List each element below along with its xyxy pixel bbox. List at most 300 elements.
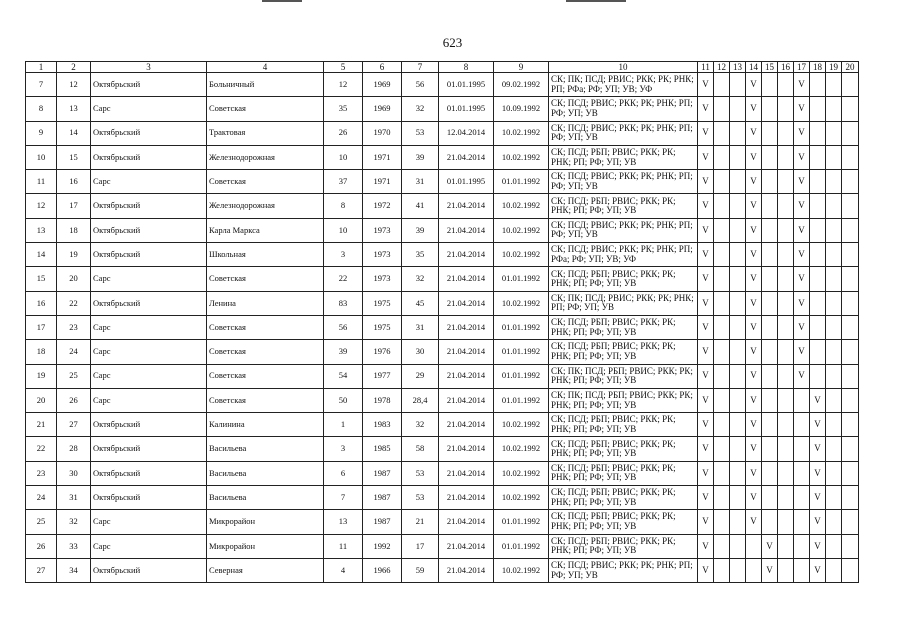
cell-col-17: V	[794, 315, 810, 339]
column-header-17: 17	[794, 62, 810, 73]
cell-col-13	[730, 97, 746, 121]
cell-col-17	[794, 437, 810, 461]
cell-col-13	[730, 534, 746, 558]
cell-col-13	[730, 437, 746, 461]
cell-object-number: 19	[57, 243, 91, 267]
cell-col-16	[778, 364, 794, 388]
table-row	[26, 267, 859, 291]
table-row	[26, 461, 859, 485]
table-row	[26, 413, 859, 437]
cell-col-14: V	[746, 510, 762, 534]
cell-date-2: 10.02.1992	[494, 243, 549, 267]
cell-col-17: V	[794, 194, 810, 218]
cell-col-16	[778, 218, 794, 242]
cell-street: Васильева	[207, 437, 324, 461]
cell-col-14: V	[746, 243, 762, 267]
cell-col-15	[762, 413, 778, 437]
cell-date-1: 21.04.2014	[439, 413, 494, 437]
cell-wear-percent: 32	[402, 267, 439, 291]
cell-settlement: Октябрьский	[91, 558, 207, 582]
cell-col-20	[842, 558, 859, 582]
cell-settlement: Октябрьский	[91, 486, 207, 510]
cell-street: Больничный	[207, 73, 324, 97]
cell-settlement: Сарс	[91, 97, 207, 121]
cell-object-number: 27	[57, 413, 91, 437]
cell-col-14: V	[746, 121, 762, 145]
cell-street: Трактовая	[207, 121, 324, 145]
table-row	[26, 73, 859, 97]
cell-col-16	[778, 73, 794, 97]
cell-col-16	[778, 486, 794, 510]
column-header-10: 10	[549, 62, 698, 73]
cell-col-20	[842, 97, 859, 121]
cell-work-types: СК; ПК; ПСД; РБП; РВИС; РКК; РК; РНК; РП; РФ; УП; УВ	[549, 388, 698, 412]
cell-col-11: V	[698, 267, 714, 291]
column-header-15: 15	[762, 62, 778, 73]
cell-col-16	[778, 315, 794, 339]
cell-date-1: 01.01.1995	[439, 170, 494, 194]
cell-object-number: 12	[57, 73, 91, 97]
cell-street: Васильева	[207, 486, 324, 510]
cell-col-12	[714, 145, 730, 169]
cell-house-number: 37	[324, 170, 363, 194]
cell-date-2: 01.01.1992	[494, 340, 549, 364]
cell-col-16	[778, 413, 794, 437]
cell-object-number: 15	[57, 145, 91, 169]
cell-work-types: СК; ПСД; РБП; РВИС; РКК; РК; РНК; РП; РФ; УП; УВ	[549, 315, 698, 339]
column-header-18: 18	[810, 62, 826, 73]
cell-col-19	[826, 534, 842, 558]
cell-street: Микрорайон	[207, 510, 324, 534]
cell-col-14: V	[746, 73, 762, 97]
cell-settlement: Сарс	[91, 267, 207, 291]
cell-col-11: V	[698, 388, 714, 412]
cell-col-13	[730, 194, 746, 218]
cell-settlement: Октябрьский	[91, 194, 207, 218]
cell-settlement: Октябрьский	[91, 218, 207, 242]
cell-col-15	[762, 194, 778, 218]
cell-year-built: 1987	[363, 461, 402, 485]
table-row	[26, 364, 859, 388]
cell-house-number: 83	[324, 291, 363, 315]
cell-col-18	[810, 315, 826, 339]
cell-col-19	[826, 291, 842, 315]
cell-col-20	[842, 73, 859, 97]
cell-object-number: 30	[57, 461, 91, 485]
cell-col-14: V	[746, 194, 762, 218]
cell-col-12	[714, 121, 730, 145]
cell-col-12	[714, 73, 730, 97]
cell-wear-percent: 56	[402, 73, 439, 97]
cell-col-20	[842, 315, 859, 339]
column-header-14: 14	[746, 62, 762, 73]
cell-house-number: 1	[324, 413, 363, 437]
cell-col-13	[730, 413, 746, 437]
cell-work-types: СК; ПСД; РВИС; РКК; РК; РНК; РП; РФа; РФ; УП; УВ; УФ	[549, 243, 698, 267]
cell-street: Советская	[207, 364, 324, 388]
cell-year-built: 1978	[363, 388, 402, 412]
cell-col-11: V	[698, 486, 714, 510]
cell-col-11: V	[698, 340, 714, 364]
cell-col-15	[762, 364, 778, 388]
cell-col-15	[762, 121, 778, 145]
table-row	[26, 121, 859, 145]
cell-work-types: СК; ПСД; РБП; РВИС; РКК; РК; РНК; РП; РФ; УП; УВ	[549, 194, 698, 218]
cell-work-types: СК; ПСД; РБП; РВИС; РКК; РК; РНК; РП; РФ; УП; УВ	[549, 437, 698, 461]
page-number: 623	[442, 35, 463, 50]
cell-date-2: 01.01.1992	[494, 170, 549, 194]
cell-col-11: V	[698, 243, 714, 267]
cell-wear-percent: 21	[402, 510, 439, 534]
cell-col-18	[810, 267, 826, 291]
cell-house-number: 12	[324, 73, 363, 97]
cell-street: Ленина	[207, 291, 324, 315]
cell-col-19	[826, 218, 842, 242]
cell-col-12	[714, 437, 730, 461]
cell-date-2: 10.02.1992	[494, 121, 549, 145]
cell-year-built: 1970	[363, 121, 402, 145]
cell-col-15	[762, 291, 778, 315]
cell-col-14: V	[746, 413, 762, 437]
cell-date-1: 21.04.2014	[439, 267, 494, 291]
cell-year-built: 1983	[363, 413, 402, 437]
cell-date-1: 21.04.2014	[439, 461, 494, 485]
cell-col-16	[778, 388, 794, 412]
table-row	[26, 145, 859, 169]
cell-col-19	[826, 558, 842, 582]
column-header-13: 13	[730, 62, 746, 73]
cell-col-20	[842, 364, 859, 388]
cell-settlement: Октябрьский	[91, 291, 207, 315]
cell-col-11: V	[698, 170, 714, 194]
cell-date-2: 10.02.1992	[494, 218, 549, 242]
cell-wear-percent: 53	[402, 486, 439, 510]
cell-col-18: V	[810, 558, 826, 582]
cell-col-17: V	[794, 243, 810, 267]
table-row	[26, 243, 859, 267]
cell-date-2: 10.02.1992	[494, 558, 549, 582]
cell-object-number: 24	[57, 340, 91, 364]
cell-col-19	[826, 388, 842, 412]
cell-date-1: 21.04.2014	[439, 145, 494, 169]
table-row	[26, 534, 859, 558]
cell-settlement: Сарс	[91, 170, 207, 194]
cell-work-types: СК; ПСД; РВИС; РКК; РК; РНК; РП; РФ; УП; УВ	[549, 170, 698, 194]
cell-year-built: 1992	[363, 534, 402, 558]
cell-col-19	[826, 145, 842, 169]
cell-settlement: Октябрьский	[91, 73, 207, 97]
cell-col-15	[762, 388, 778, 412]
cell-col-12	[714, 315, 730, 339]
cell-col-19	[826, 267, 842, 291]
cell-col-20	[842, 388, 859, 412]
column-header-4: 4	[207, 62, 324, 73]
cell-col-15	[762, 486, 778, 510]
cell-col-11: V	[698, 218, 714, 242]
cell-date-1: 21.04.2014	[439, 315, 494, 339]
cell-col-20	[842, 243, 859, 267]
cell-year-built: 1966	[363, 558, 402, 582]
cell-col-18	[810, 340, 826, 364]
cell-wear-percent: 39	[402, 218, 439, 242]
cell-col-13	[730, 510, 746, 534]
cell-col-16	[778, 121, 794, 145]
cell-col-11: V	[698, 437, 714, 461]
cell-col-13	[730, 340, 746, 364]
cell-wear-percent: 17	[402, 534, 439, 558]
column-header-16: 16	[778, 62, 794, 73]
cell-street: Железнодорожная	[207, 145, 324, 169]
table-row	[26, 388, 859, 412]
table-body	[26, 73, 859, 583]
cell-wear-percent: 31	[402, 315, 439, 339]
cell-col-11: V	[698, 461, 714, 485]
cell-col-19	[826, 340, 842, 364]
cell-year-built: 1969	[363, 97, 402, 121]
cell-object-number: 34	[57, 558, 91, 582]
cell-col-13	[730, 558, 746, 582]
cell-col-18: V	[810, 510, 826, 534]
cell-col-13	[730, 121, 746, 145]
cell-col-11: V	[698, 291, 714, 315]
cell-col-14: V	[746, 291, 762, 315]
cell-col-18	[810, 218, 826, 242]
cell-wear-percent: 39	[402, 145, 439, 169]
cell-date-2: 10.02.1992	[494, 291, 549, 315]
cell-row-number: 19	[26, 364, 57, 388]
cell-work-types: СК; ПСД; РБП; РВИС; РКК; РК; РНК; РП; РФ; УП; УВ	[549, 510, 698, 534]
column-header-11: 11	[698, 62, 714, 73]
cell-col-17	[794, 558, 810, 582]
column-header-3: 3	[91, 62, 207, 73]
cell-row-number: 7	[26, 73, 57, 97]
cell-date-2: 10.02.1992	[494, 437, 549, 461]
cell-col-18: V	[810, 534, 826, 558]
cell-col-20	[842, 194, 859, 218]
cell-col-17: V	[794, 73, 810, 97]
cell-col-19	[826, 121, 842, 145]
cell-house-number: 3	[324, 437, 363, 461]
cell-date-2: 01.01.1992	[494, 315, 549, 339]
cell-year-built: 1973	[363, 267, 402, 291]
cell-object-number: 26	[57, 388, 91, 412]
cell-year-built: 1987	[363, 510, 402, 534]
cell-col-20	[842, 486, 859, 510]
cell-row-number: 25	[26, 510, 57, 534]
cell-year-built: 1976	[363, 340, 402, 364]
column-header-7: 7	[402, 62, 439, 73]
cell-col-16	[778, 340, 794, 364]
cell-col-12	[714, 170, 730, 194]
cell-col-11: V	[698, 145, 714, 169]
cell-row-number: 16	[26, 291, 57, 315]
cell-col-20	[842, 145, 859, 169]
column-header-1: 1	[26, 62, 57, 73]
cell-row-number: 12	[26, 194, 57, 218]
cell-col-12	[714, 218, 730, 242]
cell-street: Советская	[207, 170, 324, 194]
cell-street: Железнодорожная	[207, 194, 324, 218]
cell-year-built: 1972	[363, 194, 402, 218]
cell-work-types: СК; ПСД; РБП; РВИС; РКК; РК; РНК; РП; РФ; УП; УВ	[549, 145, 698, 169]
cell-year-built: 1987	[363, 486, 402, 510]
cell-col-19	[826, 413, 842, 437]
cell-col-17: V	[794, 97, 810, 121]
cell-col-14: V	[746, 388, 762, 412]
column-header-5: 5	[324, 62, 363, 73]
cell-date-2: 01.01.1992	[494, 364, 549, 388]
cell-work-types: СК; ПСД; РВИС; РКК; РК; РНК; РП; РФ; УП; УВ	[549, 558, 698, 582]
cell-col-16	[778, 461, 794, 485]
cell-date-1: 21.04.2014	[439, 194, 494, 218]
cell-house-number: 11	[324, 534, 363, 558]
cell-wear-percent: 58	[402, 437, 439, 461]
cell-col-11: V	[698, 534, 714, 558]
cell-col-18	[810, 194, 826, 218]
cell-row-number: 21	[26, 413, 57, 437]
cell-col-17: V	[794, 364, 810, 388]
cell-settlement: Октябрьский	[91, 243, 207, 267]
cell-col-15	[762, 461, 778, 485]
table-row	[26, 291, 859, 315]
cell-col-14	[746, 534, 762, 558]
column-header-2: 2	[57, 62, 91, 73]
cell-wear-percent: 53	[402, 121, 439, 145]
cell-row-number: 15	[26, 267, 57, 291]
cell-house-number: 56	[324, 315, 363, 339]
cell-object-number: 33	[57, 534, 91, 558]
cell-date-2: 01.01.1992	[494, 510, 549, 534]
cell-col-13	[730, 364, 746, 388]
cell-col-14: V	[746, 364, 762, 388]
cell-wear-percent: 45	[402, 291, 439, 315]
cell-col-13	[730, 267, 746, 291]
cell-col-15	[762, 437, 778, 461]
cell-col-17: V	[794, 170, 810, 194]
cell-col-12	[714, 413, 730, 437]
cell-row-number: 27	[26, 558, 57, 582]
cell-date-1: 21.04.2014	[439, 510, 494, 534]
table-row	[26, 218, 859, 242]
cell-col-18	[810, 243, 826, 267]
cell-house-number: 26	[324, 121, 363, 145]
top-rule-left	[262, 0, 302, 2]
cell-col-18: V	[810, 461, 826, 485]
cell-date-2: 01.01.1992	[494, 388, 549, 412]
cell-date-1: 21.04.2014	[439, 340, 494, 364]
cell-col-12	[714, 340, 730, 364]
cell-col-15	[762, 267, 778, 291]
cell-work-types: СК; ПСД; РБП; РВИС; РКК; РК; РНК; РП; РФ; УП; УВ	[549, 413, 698, 437]
cell-col-13	[730, 218, 746, 242]
cell-date-2: 10.02.1992	[494, 413, 549, 437]
cell-settlement: Октябрьский	[91, 413, 207, 437]
cell-col-20	[842, 510, 859, 534]
cell-col-11: V	[698, 121, 714, 145]
cell-col-14: V	[746, 97, 762, 121]
cell-settlement: Октябрьский	[91, 145, 207, 169]
cell-col-17: V	[794, 340, 810, 364]
cell-col-14: V	[746, 218, 762, 242]
cell-col-15	[762, 145, 778, 169]
cell-col-17: V	[794, 267, 810, 291]
cell-col-13	[730, 388, 746, 412]
cell-object-number: 28	[57, 437, 91, 461]
cell-col-17	[794, 510, 810, 534]
cell-house-number: 4	[324, 558, 363, 582]
cell-street: Васильева	[207, 461, 324, 485]
cell-date-2: 10.02.1992	[494, 145, 549, 169]
column-header-6: 6	[363, 62, 402, 73]
cell-wear-percent: 32	[402, 413, 439, 437]
cell-col-12	[714, 510, 730, 534]
cell-row-number: 26	[26, 534, 57, 558]
cell-settlement: Октябрьский	[91, 437, 207, 461]
cell-work-types: СК; ПСД; РВИС; РКК; РК; РНК; РП; РФ; УП; УВ	[549, 218, 698, 242]
cell-col-14: V	[746, 170, 762, 194]
cell-wear-percent: 30	[402, 340, 439, 364]
column-header-8: 8	[439, 62, 494, 73]
cell-house-number: 10	[324, 218, 363, 242]
column-header-20: 20	[842, 62, 859, 73]
cell-col-14: V	[746, 145, 762, 169]
cell-col-17	[794, 413, 810, 437]
cell-col-12	[714, 558, 730, 582]
cell-year-built: 1969	[363, 73, 402, 97]
cell-col-20	[842, 291, 859, 315]
cell-col-15	[762, 340, 778, 364]
cell-row-number: 14	[26, 243, 57, 267]
cell-col-13	[730, 291, 746, 315]
cell-work-types: СК; ПСД; РБП; РВИС; РКК; РК; РНК; РП; РФ; УП; УВ	[549, 534, 698, 558]
cell-col-15	[762, 243, 778, 267]
cell-col-14: V	[746, 340, 762, 364]
cell-house-number: 35	[324, 97, 363, 121]
cell-col-11: V	[698, 510, 714, 534]
cell-date-1: 01.01.1995	[439, 97, 494, 121]
cell-col-11: V	[698, 558, 714, 582]
cell-col-20	[842, 461, 859, 485]
cell-wear-percent: 41	[402, 194, 439, 218]
cell-object-number: 32	[57, 510, 91, 534]
cell-house-number: 6	[324, 461, 363, 485]
cell-col-11: V	[698, 315, 714, 339]
cell-col-16	[778, 170, 794, 194]
cell-street: Советская	[207, 388, 324, 412]
cell-wear-percent: 29	[402, 364, 439, 388]
cell-year-built: 1977	[363, 364, 402, 388]
table-row	[26, 340, 859, 364]
cell-year-built: 1985	[363, 437, 402, 461]
cell-year-built: 1973	[363, 243, 402, 267]
cell-street: Советская	[207, 315, 324, 339]
cell-col-12	[714, 534, 730, 558]
cell-year-built: 1973	[363, 218, 402, 242]
cell-col-16	[778, 267, 794, 291]
column-header-12: 12	[714, 62, 730, 73]
cell-col-18	[810, 364, 826, 388]
cell-date-1: 21.04.2014	[439, 243, 494, 267]
cell-col-18: V	[810, 437, 826, 461]
cell-wear-percent: 53	[402, 461, 439, 485]
cell-house-number: 3	[324, 243, 363, 267]
cell-col-17: V	[794, 121, 810, 145]
cell-col-18	[810, 145, 826, 169]
cell-col-14	[746, 558, 762, 582]
cell-col-12	[714, 291, 730, 315]
cell-col-20	[842, 218, 859, 242]
cell-col-18: V	[810, 486, 826, 510]
